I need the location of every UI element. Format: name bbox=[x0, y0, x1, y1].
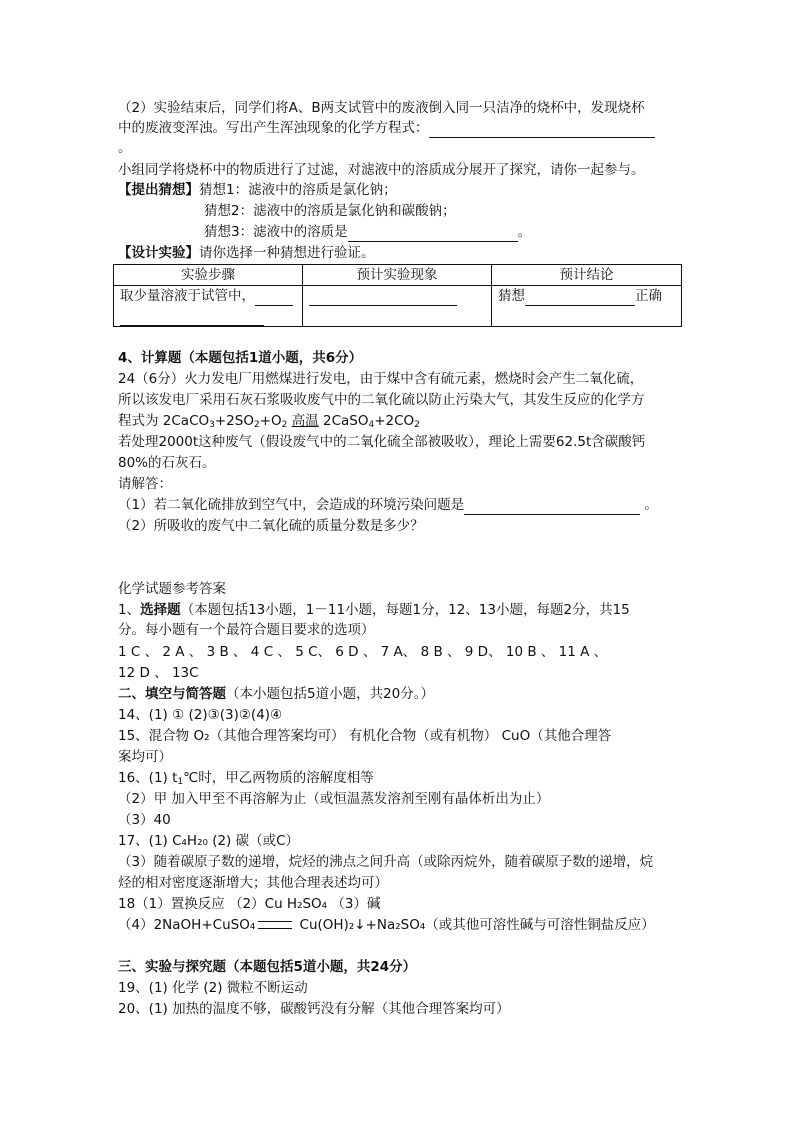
conclusion-prefix: 猜想 bbox=[498, 288, 525, 304]
design-heading: 【设计实验】 bbox=[118, 245, 199, 261]
guess-3: 猜想3：滤液中的溶质是 bbox=[204, 224, 348, 240]
answers-title: 化学试题参考答案 bbox=[118, 581, 226, 597]
answer-18-line-2 bbox=[118, 915, 655, 935]
pollution-answer-blank[interactable] bbox=[464, 500, 640, 515]
answer-16-subscript: 1 bbox=[177, 777, 184, 787]
mc-answers-1: 1 C 、 2 A 、 3 B 、 4 C 、 5 C、 6 D 、 7 A、 8 B 、 9 D、 10 B 、 11 A 、 bbox=[118, 644, 608, 660]
q24-part-1-end: 。 bbox=[644, 497, 658, 513]
answer-18-reactants: （4）2NaOH+CuSO₄ bbox=[118, 917, 256, 933]
mc-answers-2: 12 D 、 13C bbox=[118, 665, 199, 681]
phenomenon-blank[interactable] bbox=[309, 291, 457, 306]
answer-14: 14、(1) ① (2)③(3)②(4)④ bbox=[118, 707, 283, 723]
q24-line-2: 所以该发电厂采用石灰石浆吸收废气中的二氧化硫以防止污染大气，其发生反应的化学方 bbox=[118, 392, 645, 408]
answer-20: 20、(1) 加热的温度不够，碳酸钙没有分解（其他合理答案均可） bbox=[118, 1001, 510, 1017]
mc-prefix: 1、 bbox=[118, 602, 141, 618]
answer-15-line-2: 案均可） bbox=[118, 749, 172, 765]
q24-line-1: 24（6分）火力发电厂用燃煤进行发电，由于煤中含有硫元素，燃烧时会产生二氧化硫， bbox=[118, 371, 644, 387]
table-header-step: 实验步骤 bbox=[114, 265, 303, 286]
q24-line-3-text: 程式为 bbox=[118, 413, 159, 429]
answer-18-line-1: 18（1）置换反应 （2）Cu H₂SO₄ （3）碱 bbox=[118, 896, 381, 912]
conclusion-suffix: 正确 bbox=[635, 288, 662, 304]
guess-heading: 【提出猜想】 bbox=[118, 182, 199, 198]
table-header-phenomenon: 预计实验现象 bbox=[303, 265, 492, 286]
answer-16-text: ℃时，甲乙两物质的溶解度相等 bbox=[183, 770, 374, 786]
equation-answer-blank[interactable] bbox=[429, 123, 655, 138]
calc-title: 4、计算题（本题包括1道小题，共6分） bbox=[118, 350, 363, 366]
conclusion-blank[interactable] bbox=[525, 291, 635, 306]
mc-line-1 bbox=[118, 600, 630, 620]
q2-line-2 bbox=[118, 118, 655, 138]
fill-desc: （本小题包括5道小题，共20分。） bbox=[226, 686, 435, 702]
q24-equation: $2CaCO_3+2SO_2+O_2$ 高温 $2CaSO_4+2CO_2$ bbox=[158, 413, 420, 430]
mc-line-2: 分。每小题有一个最符合题目要求的选项） bbox=[118, 622, 375, 638]
double-equals-sign bbox=[258, 921, 292, 929]
mc-heading: 选择题 bbox=[140, 602, 181, 618]
step-text: 取少量溶液于试管中， bbox=[120, 288, 255, 304]
step-blank-1[interactable] bbox=[255, 291, 293, 306]
answer-17-line-3: 烃的相对密度逐渐增大；其他合理表述均可） bbox=[118, 875, 388, 891]
guess-2: 猜想2：滤液中的溶质是氯化钠和碳酸钠； bbox=[204, 203, 456, 219]
table-cell-conclusion bbox=[492, 286, 682, 327]
answer-17-line-1: 17、(1) C₄H₂₀ (2) 碳（或C） bbox=[118, 833, 300, 849]
table-cell-phenomenon bbox=[303, 286, 492, 327]
q2-line-3: 。 bbox=[118, 140, 132, 156]
answer-16-line-2: （2）甲 加入甲至不再溶解为止（或恒温蒸发溶剂至刚有晶体析出为止） bbox=[118, 791, 550, 807]
step-blank-2[interactable] bbox=[120, 311, 264, 326]
q2-line-1: （2）实验结束后，同学们将A、B两支试管中的废液倒入同一只洁净的烧杯中，发现烧杯 bbox=[118, 100, 645, 116]
table-cell-step bbox=[114, 286, 303, 327]
answer-17-line-2: （3）随着碳原子数的递增，烷烃的沸点之间升高（或除丙烷外，随着碳原子数的递增，烷 bbox=[118, 854, 654, 870]
q24-line-5: 80%的石灰石。 bbox=[118, 455, 216, 471]
answer-16-line-3: （3）40 bbox=[118, 812, 171, 828]
guess-line-3 bbox=[204, 222, 531, 242]
answer-16-prefix: 16、(1) t bbox=[118, 770, 178, 786]
q24-part-2: （2）所吸收的废气中二氧化硫的质量分数是多少？ bbox=[118, 518, 424, 534]
q24-line-4: 若处理2000t这种废气（假设废气中的二氧化硫全部被吸收），理论上需要62.5t含碳酸钙 bbox=[118, 434, 646, 450]
q24-part-1-line bbox=[118, 495, 658, 515]
q2-line-2-text: 中的废液变浑浊。写出产生浑浊现象的化学方程式： bbox=[118, 120, 429, 136]
q24-part-1: （1）若二氧化硫排放到空气中，会造成的环境污染问题是 bbox=[118, 497, 465, 513]
design-text: 请你选择一种猜想进行验证。 bbox=[199, 245, 375, 261]
guess-3-blank[interactable] bbox=[348, 227, 518, 242]
q24-line-6: 请解答： bbox=[118, 476, 172, 492]
answer-19: 19、(1) 化学 (2) 微粒不断运动 bbox=[118, 980, 308, 996]
guess-3-end: 。 bbox=[517, 224, 532, 240]
guess-1: 猜想1：滤液中的溶质是氯化钠； bbox=[199, 182, 397, 198]
table-header-conclusion: 预计结论 bbox=[492, 265, 682, 286]
experiment-table bbox=[113, 264, 682, 327]
exp-title: 三、实验与探究题（本题包括5道小题，共24分） bbox=[118, 959, 417, 975]
fill-title bbox=[118, 684, 434, 704]
design-line bbox=[118, 243, 375, 263]
q2-line-4: 小组同学将烧杯中的物质进行了过滤，对滤液中的溶质成分展开了探究，请你一起参与。 bbox=[118, 162, 645, 178]
mc-desc: （本题包括13小题，1－11小题，每题1分，12、13小题，每题2分，共15 bbox=[180, 602, 630, 618]
q24-eq-condition: 高温 bbox=[291, 413, 319, 429]
answer-15-line-1: 15、混合物 O₂（其他合理答案均可） 有机化合物（或有机物） CuO（其他合理答 bbox=[118, 728, 612, 744]
guess-line-1 bbox=[118, 180, 397, 200]
fill-heading: 二、填空与简答题 bbox=[118, 686, 226, 702]
answer-18-products: Cu(OH)₂↓+Na₂SO₄（或其他可溶性碱与可溶性铜盐反应） bbox=[295, 917, 655, 933]
